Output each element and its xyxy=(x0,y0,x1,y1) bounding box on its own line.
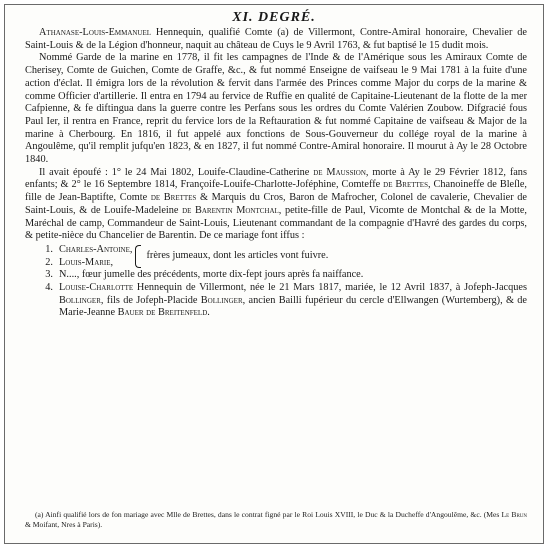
text-run: & Marquis du Cros, Baron de Mafrocher, Colonel de cavalerie, Chevalier de Saint-Louis, & de Louife-Madeleine xyxy=(25,192,527,216)
text-run: , petite-fille de Paul, Vicomte de Montchal & de la Motte, Maréchal de camp, Commandeur de Saint-Louis, Lieutenant commandant de la compagnie d'Havré des gardes du corps, & petite-nièce du Chancelier de Barentin. De ce mariage font iffus : xyxy=(25,204,527,242)
footnote xyxy=(25,510,527,530)
text-run: (a) Ainfi qualifié lors de fon mariage avec Mlle de Brettes, dans le contrat figné par le Roi Louis XVIII, le Duc & la Ducheffe d'Angoulême, &c. (Mes xyxy=(35,510,502,519)
item-number: 3. xyxy=(45,269,53,281)
list-item xyxy=(25,257,132,270)
child-name: Louis-Marie, xyxy=(59,256,114,268)
list-item xyxy=(25,282,527,320)
list-item xyxy=(25,269,527,282)
family-name: de Maussion xyxy=(313,166,366,178)
document-body xyxy=(25,27,527,320)
text-run: . xyxy=(207,307,210,319)
document-page xyxy=(4,4,544,544)
twins-entry xyxy=(25,244,527,269)
family-name: Bollinger xyxy=(200,294,243,306)
child-name: Louise-Charlotte xyxy=(59,282,134,294)
item-text: N...., fœur jumelle des précédents, morte dix-fept jours après fa naiffance. xyxy=(59,269,364,281)
text-run: , fils de Jofeph-Placide xyxy=(100,294,201,306)
family-name: de Brettes xyxy=(150,192,197,204)
item-number: 4. xyxy=(45,282,53,294)
item-number: 1. xyxy=(45,243,53,255)
paragraph-text: Hennequin, qualifié Comte (a) de Villermont, Contre-Amiral honoraire, Chevalier de Saint-Louis & de la Légion d'honneur, naquit au château de Cuys le 9 Avril 1763, & fut baptisé le 15 dudit mois. xyxy=(25,27,527,51)
twins-note: frères jumeaux, dont les articles vont fuivre. xyxy=(146,250,329,262)
text-run: & Moifant, Nres à Paris). xyxy=(25,520,103,529)
item-text xyxy=(59,282,527,320)
text-run: , ancien Bailli fupérieur du cercle d'Ellwangen (Wurtemberg), & de Marie-Jeanne xyxy=(59,294,527,319)
text-run: , Chanoineffe de Bleſle, fille de Jean-Baptifte, Comte xyxy=(25,179,527,204)
item-number: 2. xyxy=(45,256,53,268)
text-run: Il avait époufé : 1° le 24 Mai 1802, Louife-Claudine-Catherine xyxy=(39,166,314,178)
family-name: Bollinger xyxy=(59,294,101,306)
paragraph-marriages xyxy=(25,167,527,243)
paragraph-birth xyxy=(25,27,527,52)
child-name: Charles-Antoine, xyxy=(59,243,133,255)
twin-names xyxy=(25,244,132,269)
family-name: de Barentin Montchal xyxy=(182,204,279,216)
family-name: Le Brun xyxy=(501,510,528,519)
section-heading: XI. DEGRÉ. xyxy=(232,10,316,25)
family-name: de Brettes xyxy=(383,179,428,191)
paragraph-career: Nommé Garde de la marine en 1778, il fit les campagnes de l'Inde & de l'Amérique sous les Amiraux Comte de Cherisey, Comte de Guichen, Comte de Graffe, &c., & fut nommé Enseigne de vaifseau le 9 Mai 1781 à la fuite d'une action d'éclat. Il émigra lors de la révolution & fervit dans l'armée des Princes comme Major du corps de la marine & comme Officier d'artillerie. Il entra en 1794 au fervice de Ruffie en qualité de Capitaine-Lieutenant de la flotte de la mer Cafpienne, & fe diftingua dans la guerre contre les Perfans sous les ordres du Comte Valérien Zoubow. Difgracié fous Paul Ier, il rentra en France, reprit du fervice lors de la Reftauration & fut nommé Capitaine de vaifseau & Major de la marine à Cherbourg. En 1816, il fut appelé aux fonctions de Sous-Gouverneur du collége royal de la marine à Angoulême, qu'il remplit jufqu'en 1823, & en 1827, il fut nommé Contre-Amiral honoraire. Il mourut à Ay le 28 Octobre 1840. xyxy=(25,52,527,166)
children-list xyxy=(25,244,527,320)
text-run: Hennequin de Villermont, née le 21 Mars 1817, mariée, le 12 Avril 1837, à Jofeph-Jacques xyxy=(133,282,527,294)
text-run: , morte à Ay le 29 Février 1812, fans enfants; & 2° le 16 Septembre 1814, Françoife-Louife-Charlotte-Joféphine, Comteffe xyxy=(25,166,527,191)
list-item xyxy=(25,244,132,257)
brace-icon xyxy=(132,244,144,269)
person-name: Athanase-Louis-Emmanuel xyxy=(39,27,152,38)
family-name: Bauer de Breitenfeld xyxy=(117,307,208,319)
